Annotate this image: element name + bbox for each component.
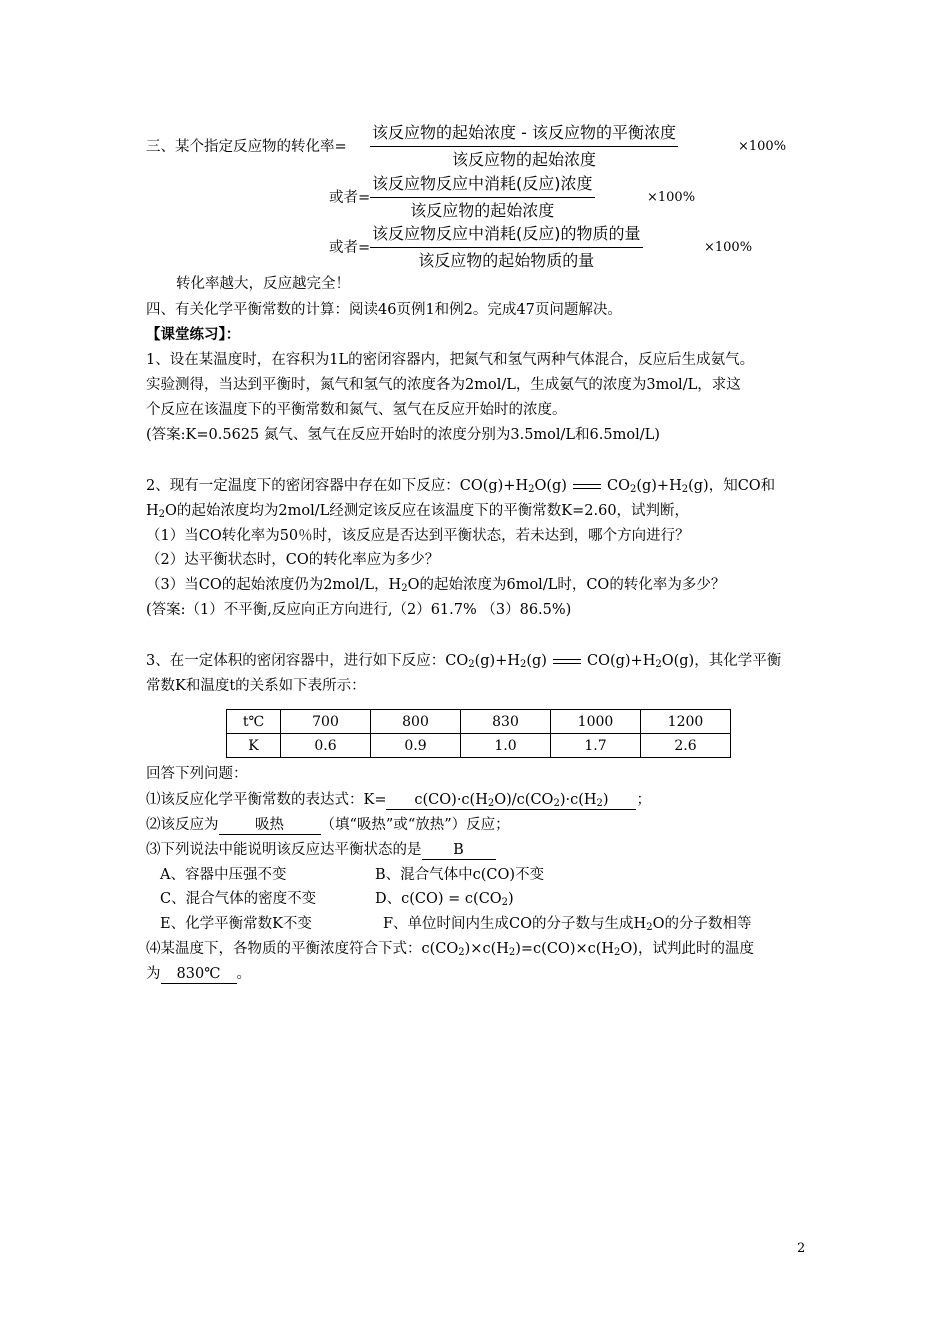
q2-part-1: （1）当CO转化率为50％时，该反应是否达到平衡状态，若未达到，哪个方向进行？ bbox=[146, 528, 690, 544]
equilibrium-arrow-icon bbox=[549, 655, 585, 667]
table-cell: 1.0 bbox=[461, 734, 551, 758]
equilibrium-choice-answer: B bbox=[422, 841, 496, 860]
q2-part-2: （2）达平衡状态时，CO的转化率应为多少？ bbox=[146, 552, 440, 568]
table-cell: 1200 bbox=[641, 710, 731, 734]
table-row bbox=[227, 734, 731, 758]
conversion-note: 转化率越大，反应越完全！ bbox=[176, 276, 350, 292]
q3-sub-4-line-2: 为 830℃ 。 bbox=[146, 966, 251, 982]
formula-3-times: ×100% bbox=[704, 240, 753, 255]
or-label-2: 或者= bbox=[329, 240, 371, 256]
table-cell: 830 bbox=[461, 710, 551, 734]
q1-line-3: 个反应在该温度下的平衡常数和氮气、氢气在反应开始时的浓度。 bbox=[146, 402, 567, 418]
option-b: B、混合气体中c(CO)不变 bbox=[375, 867, 545, 883]
q2-line-1: 2、现有一定温度下的密闭容器中存在如下反应：$CO(g)+H_2O(g)$ $CO_2(g)+H_2(g)$，知CO和 bbox=[146, 478, 776, 495]
temperature-answer: 830℃ bbox=[161, 965, 237, 984]
equilibrium-arrow-icon bbox=[569, 480, 605, 492]
or-label-1: 或者= bbox=[329, 190, 371, 206]
table-cell: t℃ bbox=[227, 710, 281, 734]
q2-line-2: $H_2O$的起始浓度均为2mol/L经测定该反应在该温度下的平衡常数K=2.60，试判断， bbox=[146, 503, 690, 520]
q3-line-2: 常数K和温度t的关系如下表所示： bbox=[146, 678, 366, 694]
q2-answer: (答案:（1）不平衡,反应向正方向进行,（2）61.7% （3）86.5%) bbox=[146, 602, 572, 618]
formula-2-denominator: 该反应物的起始浓度 bbox=[410, 201, 555, 220]
formula-1-denominator: 该反应物的起始浓度 bbox=[451, 150, 596, 169]
q1-line-1: 1、设在某温度时，在容积为1L的密闭容器内，把氮气和氢气两种气体混合，反应后生成氨气。 bbox=[146, 352, 755, 368]
q3-sub-4: ⑷某温度下，各物质的平衡浓度符合下式：$c(CO_2)\times c(H_2)=c(CO)\times c(H_2O)$，试判此时的温度 bbox=[146, 941, 754, 958]
table-cell: 0.9 bbox=[371, 734, 461, 758]
table-row bbox=[227, 710, 731, 734]
q3-answer-intro: 回答下列问题： bbox=[146, 766, 248, 782]
option-f: F、单位时间内生成CO的分子数与生成$H_2O$的分子数相等 bbox=[383, 916, 752, 933]
option-a: A、容器中压强不变 bbox=[160, 867, 287, 883]
section3-title: 三、某个指定反应物的转化率= bbox=[146, 139, 347, 155]
formula-1-times: ×100% bbox=[738, 139, 787, 154]
k-expression-answer: $c(CO)\cdot c(H_2O)/c(CO_2)\cdot c(H_2)$ bbox=[386, 791, 636, 810]
q1-answer: (答案:K=0.5625 氮气、氢气在反应开始时的浓度分别为3.5mol/L和6.5mol/L) bbox=[146, 427, 660, 443]
q3-sub-1: ⑴该反应化学平衡常数的表达式：$K= c(CO)\cdot c(H_2O)/c(CO_2)\cdot c(H_2)$ ； bbox=[146, 792, 651, 809]
conversion-formula-2 bbox=[370, 173, 595, 222]
table-cell: 2.6 bbox=[641, 734, 731, 758]
q1-line-2: 实验测得，当达到平衡时，氮气和氢气的浓度各为2mol/L，生成氨气的浓度为3mol/L，求这 bbox=[146, 377, 741, 393]
conversion-formula-1 bbox=[370, 122, 678, 171]
table-cell: 1000 bbox=[551, 710, 641, 734]
table-cell: 1.7 bbox=[551, 734, 641, 758]
formula-1-numerator: 该反应物的起始浓度 - 该反应物的平衡浓度 bbox=[370, 122, 678, 147]
formula-2-numerator: 该反应物反应中消耗(反应)浓度 bbox=[370, 173, 595, 198]
k-temperature-table bbox=[226, 709, 731, 758]
option-e: E、化学平衡常数K不变 bbox=[160, 916, 312, 932]
heat-type-answer: 吸热 bbox=[219, 816, 321, 835]
table-cell: 0.6 bbox=[281, 734, 371, 758]
formula-2-times: ×100% bbox=[647, 190, 696, 205]
practice-title: 【课堂练习】： bbox=[146, 326, 241, 343]
table-cell: 800 bbox=[371, 710, 461, 734]
option-d: D、$c(CO) = c(CO_2)$ bbox=[375, 891, 514, 908]
q3-sub-3: ⑶下列说法中能说明该反应达平衡状态的是 B bbox=[146, 840, 496, 860]
option-c: C、混合气体的密度不变 bbox=[160, 891, 317, 907]
q2-part-3: （3）当CO的起始浓度仍为2mol/L，$H_2O$的起始浓度为6mol/L时，CO的转化率为多少？ bbox=[146, 577, 726, 594]
q3-sub-2: ⑵该反应为 吸热 （填“吸热”或“放热”）反应； bbox=[146, 817, 510, 833]
table-cell: 700 bbox=[281, 710, 371, 734]
section4-title: 四、有关化学平衡常数的计算：阅读46页例1和例2。完成47页问题解决。 bbox=[146, 302, 622, 318]
formula-3-denominator: 该反应物的起始物质的量 bbox=[418, 251, 595, 270]
q3-line-1: 3、在一定体积的密闭容器中，进行如下反应：$CO_2(g)+H_2(g)$ $CO(g)+H_2O(g)$，其化学平衡 bbox=[146, 653, 782, 670]
formula-3-numerator: 该反应物反应中消耗(反应)的物质的量 bbox=[370, 223, 643, 248]
page-number: 2 bbox=[797, 1241, 806, 1256]
table-cell: K bbox=[227, 734, 281, 758]
conversion-formula-3 bbox=[370, 223, 643, 272]
